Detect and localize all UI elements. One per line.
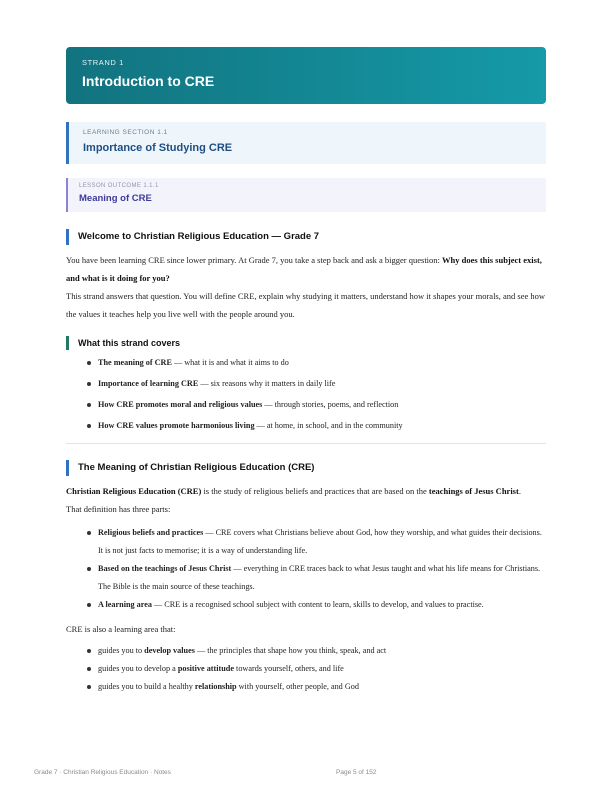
list-item [86,417,546,435]
item-text: — six reasons why it matters in daily life [198,379,336,388]
definition-end: . [518,486,521,496]
item-bold: Based on the teachings of Jesus Christ [98,564,232,573]
covers-heading: What this strand covers [66,336,546,350]
page-content [66,47,546,696]
item-bold: How CRE values promote harmonious living [98,421,255,430]
item-text: guides you to develop a [98,664,178,673]
item-bold: positive attitude [177,664,234,673]
area-intro: CRE is also a learning area that: [66,624,176,634]
list-item [86,678,546,696]
item-text: — CRE is a recognised school subject with content to learn, skills to develop, and values to practise. [151,600,484,609]
welcome-heading: Welcome to Christian Religious Education — Grade 7 [66,229,546,245]
definition-term: Christian Religious Education (CRE) [66,486,202,496]
welcome-p1-text: You have been learning CRE since lower primary. At Grade 7, you take a step back and ask a bigger question: [66,255,443,265]
list-item [86,560,546,596]
item-text: towards yourself, others, and life [234,664,344,673]
welcome-p1-question: Why does this subject exist, and what is it doing for you? [66,255,542,283]
item-text: — the principles that shape how you think, speak, and act [194,646,387,655]
item-text: — what it is and what it aims to do [171,358,289,367]
strand-banner [66,47,546,104]
list-item [86,596,546,614]
section-divider [66,443,546,444]
learning-section-box [66,122,546,164]
outcome-kicker: LESSON OUTCOME 1.1.1 [79,183,159,189]
definition-source: teachings of Jesus Christ [428,486,519,496]
item-text: guides you to build a healthy [98,682,195,691]
item-bold: relationship [194,682,237,691]
definition-text: is the study of religious beliefs and practices that are based on the [201,486,429,496]
lesson-outcome-box [66,178,546,212]
list-item [86,375,546,393]
area-list [86,642,546,696]
welcome-paragraph-1 [66,251,546,287]
list-item [86,642,546,660]
item-bold: Religious beliefs and practices [98,528,204,537]
parts-intro: That definition has three parts: [66,504,171,514]
section-kicker: LEARNING SECTION 1.1 [83,129,168,136]
strand-kicker: STRAND 1 [82,58,124,67]
list-item [86,524,546,560]
list-item [86,396,546,414]
item-text: — CRE covers what Christians believe about God, how they worship, and what guides their decisions. It is not just facts to memorise; it is a way of understanding life. [98,528,542,555]
item-text: guides you to [98,646,145,655]
item-bold: develop values [144,646,195,655]
section-title: Importance of Studying CRE [83,142,233,154]
footer-title: Grade 7 · Christian Religious Education · Notes [34,769,171,776]
item-bold: Importance of learning CRE [98,379,199,388]
parts-list [86,524,546,614]
item-bold: How CRE promotes moral and religious values [98,400,263,409]
welcome-paragraph-2: This strand answers that question. You will define CRE, explain why studying it matters, understand how it shapes your morals, and see how the values it teaches help you live well with the people around you. [66,291,546,319]
item-bold: The meaning of CRE [98,358,172,367]
item-bold: A learning area [98,600,152,609]
item-text: — everything in CRE traces back to what Jesus taught and what his life means for Christians. The Bible is the main source of these teachings. [98,564,541,591]
list-item [86,660,546,678]
definition-paragraph [66,482,546,500]
item-text: with yourself, other people, and God [236,682,359,691]
page-number: Page 5 of 152 [336,769,377,776]
outcome-title: Meaning of CRE [79,193,152,204]
strand-title: Introduction to CRE [82,73,215,89]
list-item [86,354,546,372]
item-text: — at home, in school, and in the community [254,421,403,430]
meaning-heading: The Meaning of Christian Religious Education (CRE) [66,460,546,476]
item-text: — through stories, poems, and reflection [262,400,399,409]
covers-list [86,354,546,435]
